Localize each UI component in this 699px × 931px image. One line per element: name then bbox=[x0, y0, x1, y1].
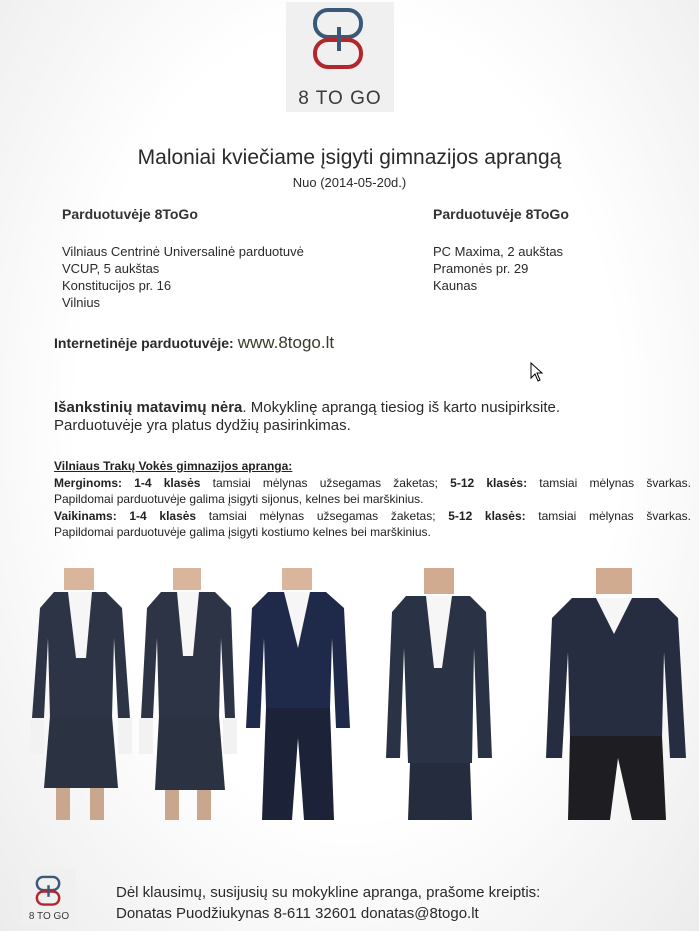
boys-extra: Papildomai parduotuvėje galima įsigyti kostiumo kelnes bei marškinius. bbox=[54, 525, 431, 539]
online-store-link[interactable]: www.8togo.lt bbox=[237, 333, 335, 352]
boys-uniform bbox=[54, 508, 691, 525]
online-store-label: Internetinėje parduotuvėje: bbox=[54, 335, 234, 351]
logo-mark-icon bbox=[34, 872, 64, 910]
brand-logo-small bbox=[22, 869, 76, 925]
address-line: PC Maxima, 2 aukštas bbox=[433, 244, 564, 259]
address-line: Vilniaus Centrinė Universalinė parduotuvė bbox=[62, 244, 304, 259]
store-address-kaunas bbox=[433, 243, 563, 294]
boys-item-1: tamsiai mėlynas užsegamas žaketas; bbox=[196, 508, 449, 523]
boys-item-2: tamsiai mėlynas švarkas. bbox=[525, 508, 691, 523]
boys-label: Vaikinams: bbox=[54, 508, 117, 523]
contact-line-1: Dėl klausimų, susijusių su mokykline apranga, prašome kreiptis: bbox=[116, 884, 541, 901]
notice-line2: Parduotuvėje yra platus dydžių pasirinkimas. bbox=[54, 417, 351, 434]
mouse-cursor-icon bbox=[530, 362, 544, 382]
girls-label: Merginoms: bbox=[54, 475, 123, 490]
girls-uniform bbox=[54, 475, 691, 492]
boy-sweater-photo bbox=[540, 568, 690, 820]
online-store bbox=[54, 333, 334, 353]
logo-text-small: 8 TO GO bbox=[28, 911, 70, 922]
girl-blazer-skirt-photo bbox=[26, 568, 136, 820]
girl-blazer-skirt-photo-2 bbox=[135, 568, 243, 820]
logo-mark-icon bbox=[309, 7, 371, 71]
logo-text: 8 TO GO bbox=[298, 88, 382, 109]
notice-text: . Mokyklinę aprangą tiesiog iš karto nusipirksite. bbox=[242, 399, 561, 416]
girls-grade-1: 1-4 klasės bbox=[134, 475, 201, 490]
store-heading-vilnius: Parduotuvėje 8ToGo bbox=[62, 206, 198, 222]
date-subtitle: Nuo (2014-05-20d.) bbox=[292, 175, 407, 190]
girls-extra: Papildomai parduotuvėje galima įsigyti sijonus, kelnes bei marškinius. bbox=[54, 492, 424, 506]
girl-cardigan-trousers-photo bbox=[240, 568, 355, 820]
brand-logo bbox=[286, 2, 394, 112]
address-line: Konstitucijos pr. 16 bbox=[62, 278, 172, 293]
boys-grade-2: 5-12 klasės: bbox=[448, 508, 526, 523]
measurement-notice bbox=[54, 399, 614, 435]
address-line: Kaunas bbox=[433, 278, 478, 293]
address-line: VCUP, 5 aukštas bbox=[62, 261, 160, 276]
uniform-section bbox=[54, 458, 691, 541]
store-heading-kaunas: Parduotuvėje 8ToGo bbox=[433, 206, 569, 222]
girls-item-2: tamsiai mėlynas švarkas. bbox=[527, 475, 691, 490]
contact-info bbox=[116, 882, 540, 924]
contact-line-2: Donatas Puodžiukynas 8-611 32601 donatas@8togo.lt bbox=[116, 905, 479, 922]
uniform-title: Vilniaus Trakų Vokės gimnazijos apranga: bbox=[54, 459, 293, 473]
girls-grade-2: 5-12 klasės: bbox=[450, 475, 528, 490]
boys-grade-1: 1-4 klasės bbox=[116, 508, 197, 523]
address-line: Vilnius bbox=[62, 295, 101, 310]
address-line: Pramonės pr. 29 bbox=[433, 261, 529, 276]
boy-blazer-photo bbox=[380, 568, 496, 820]
page-title: Maloniai kviečiame įsigyti gimnazijos aprangą bbox=[137, 146, 562, 169]
girls-item-1: tamsiai mėlynas užsegamas žaketas; bbox=[200, 475, 451, 490]
notice-bold: Išankstinių matavimų nėra bbox=[54, 399, 243, 416]
store-address-vilnius bbox=[62, 243, 304, 311]
